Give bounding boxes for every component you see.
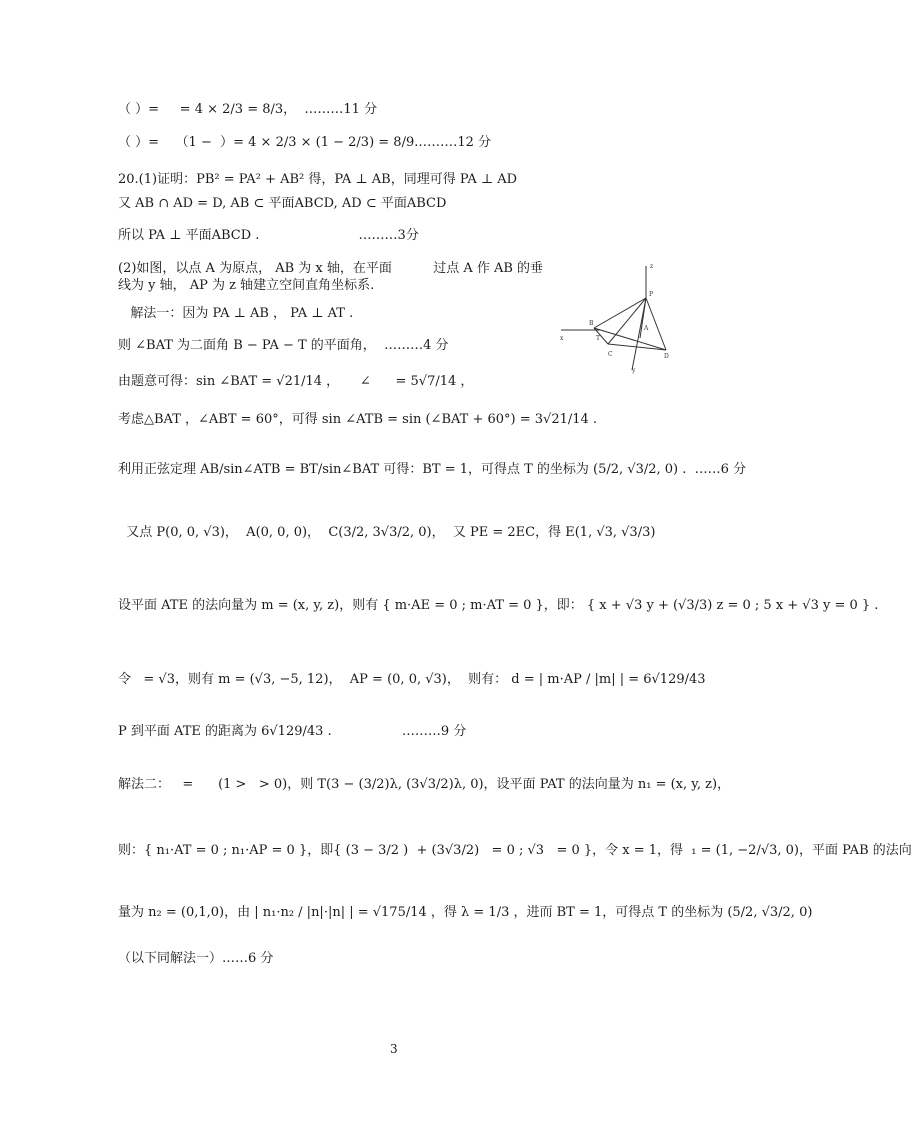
text-line-20: （以下同解法一）……6 分 xyxy=(118,951,274,966)
text-line-17: 解法二： = (1 > > 0)，则 T(3 − (3/2)λ, (3√3/2)λ, 0)，设平面 PAT 的法向量为 n₁ = (x, y, z)， xyxy=(118,777,731,792)
figure-axis-label: z xyxy=(650,263,654,270)
text-line-1: （ ）= = 4 × 2/3 = 8/3， ………11 分 xyxy=(118,102,378,117)
text-line-6: (2)如图，以点 A 为原点， AB 为 x 轴，在平面 过点 A 作 AB 的垂 xyxy=(118,261,544,276)
figure-label-p: P xyxy=(649,291,654,298)
text-line-11: 考虑△BAT ，∠ABT = 60°，可得 sin ∠ATB = sin (∠BAT + 60°) = 3√21/14 . xyxy=(118,412,598,427)
figure-label-t: T xyxy=(596,335,601,342)
text-line-7: 线为 y 轴， AP 为 z 轴建立空间直角坐标系. xyxy=(118,278,375,293)
text-line-8: 解法一：因为 PA ⊥ AB ， PA ⊥ AT . xyxy=(118,306,354,321)
page-number: 3 xyxy=(390,1042,398,1056)
figure-label-x: x xyxy=(560,335,564,342)
geometry-figure xyxy=(556,258,676,374)
text-line-3: 20.(1)证明：PB² = PA² + AB² 得，PA ⊥ AB，同理可得 PA ⊥ AD xyxy=(118,172,518,187)
text-line-12: 利用正弦定理 AB/sin∠ATB = BT/sin∠BAT 可得：BT = 1，可得点 T 的坐标为 (5/2, √3/2, 0) . ……6 分 xyxy=(118,462,747,477)
text-line-19: 量为 n₂ = (0,1,0)，由 | n₁·n₂ / |n|·|n| | = √175/14 ，得 λ = 1/3 ，进而 BT = 1，可得点 T 的坐标为 (5/2, √3/2, 0) xyxy=(118,905,813,920)
text-line-9: 则 ∠BAT 为二面角 B − PA − T 的平面角， ………4 分 xyxy=(118,338,449,353)
text-line-18: 则：{ n₁·AT = 0 ; n₁·AP = 0 }，即{ (3 − 3/2 ) + (3√3/2) = 0 ; √3 = 0 }，令 x = 1，得 ₁ = (1, −2/√3, 0)，平面 PAB 的法向 xyxy=(118,843,912,858)
figure-label-b: B xyxy=(589,320,594,327)
text-line-13: 又点 P(0, 0, √3)， A(0, 0, 0)， C(3/2, 3√3/2, 0)， 又 PE = 2EC，得 E(1, √3, √3/3) xyxy=(118,525,656,540)
figure-label-c: C xyxy=(608,351,613,358)
figure-label-a: A xyxy=(644,325,649,332)
text-line-14: 设平面 ATE 的法向量为 m = (x, y, z)，则有 { m·AE = 0 ; m·AT = 0 }，即： { x + √3 y + (√3/3) z = 0 ; 5 x + √3 y = 0 } . xyxy=(118,598,879,613)
text-line-10: 由题意可得：sin ∠BAT = √21/14 ， ∠ = 5√7/14 ， xyxy=(118,374,474,389)
text-line-5: 所以 PA ⊥ 平面ABCD . ………3分 xyxy=(118,228,419,243)
text-line-2: （ ）= （1 − ）= 4 × 2/3 × (1 − 2/3) = 8/9.………12 分 xyxy=(118,135,492,150)
text-line-16: P 到平面 ATE 的距离为 6√129/43 . ………9 分 xyxy=(118,724,467,739)
figure-label-d: D xyxy=(664,353,669,360)
text-line-15: 令 = √3，则有 m = (√3, −5, 12)， AP = (0, 0, √3)， 则有： d = | m·AP / |m| | = 6√129/43 xyxy=(118,672,706,687)
text-line-4: 又 AB ∩ AD = D, AB ⊂ 平面ABCD, AD ⊂ 平面ABCD xyxy=(118,196,447,211)
figure-label-y: y xyxy=(632,367,636,374)
